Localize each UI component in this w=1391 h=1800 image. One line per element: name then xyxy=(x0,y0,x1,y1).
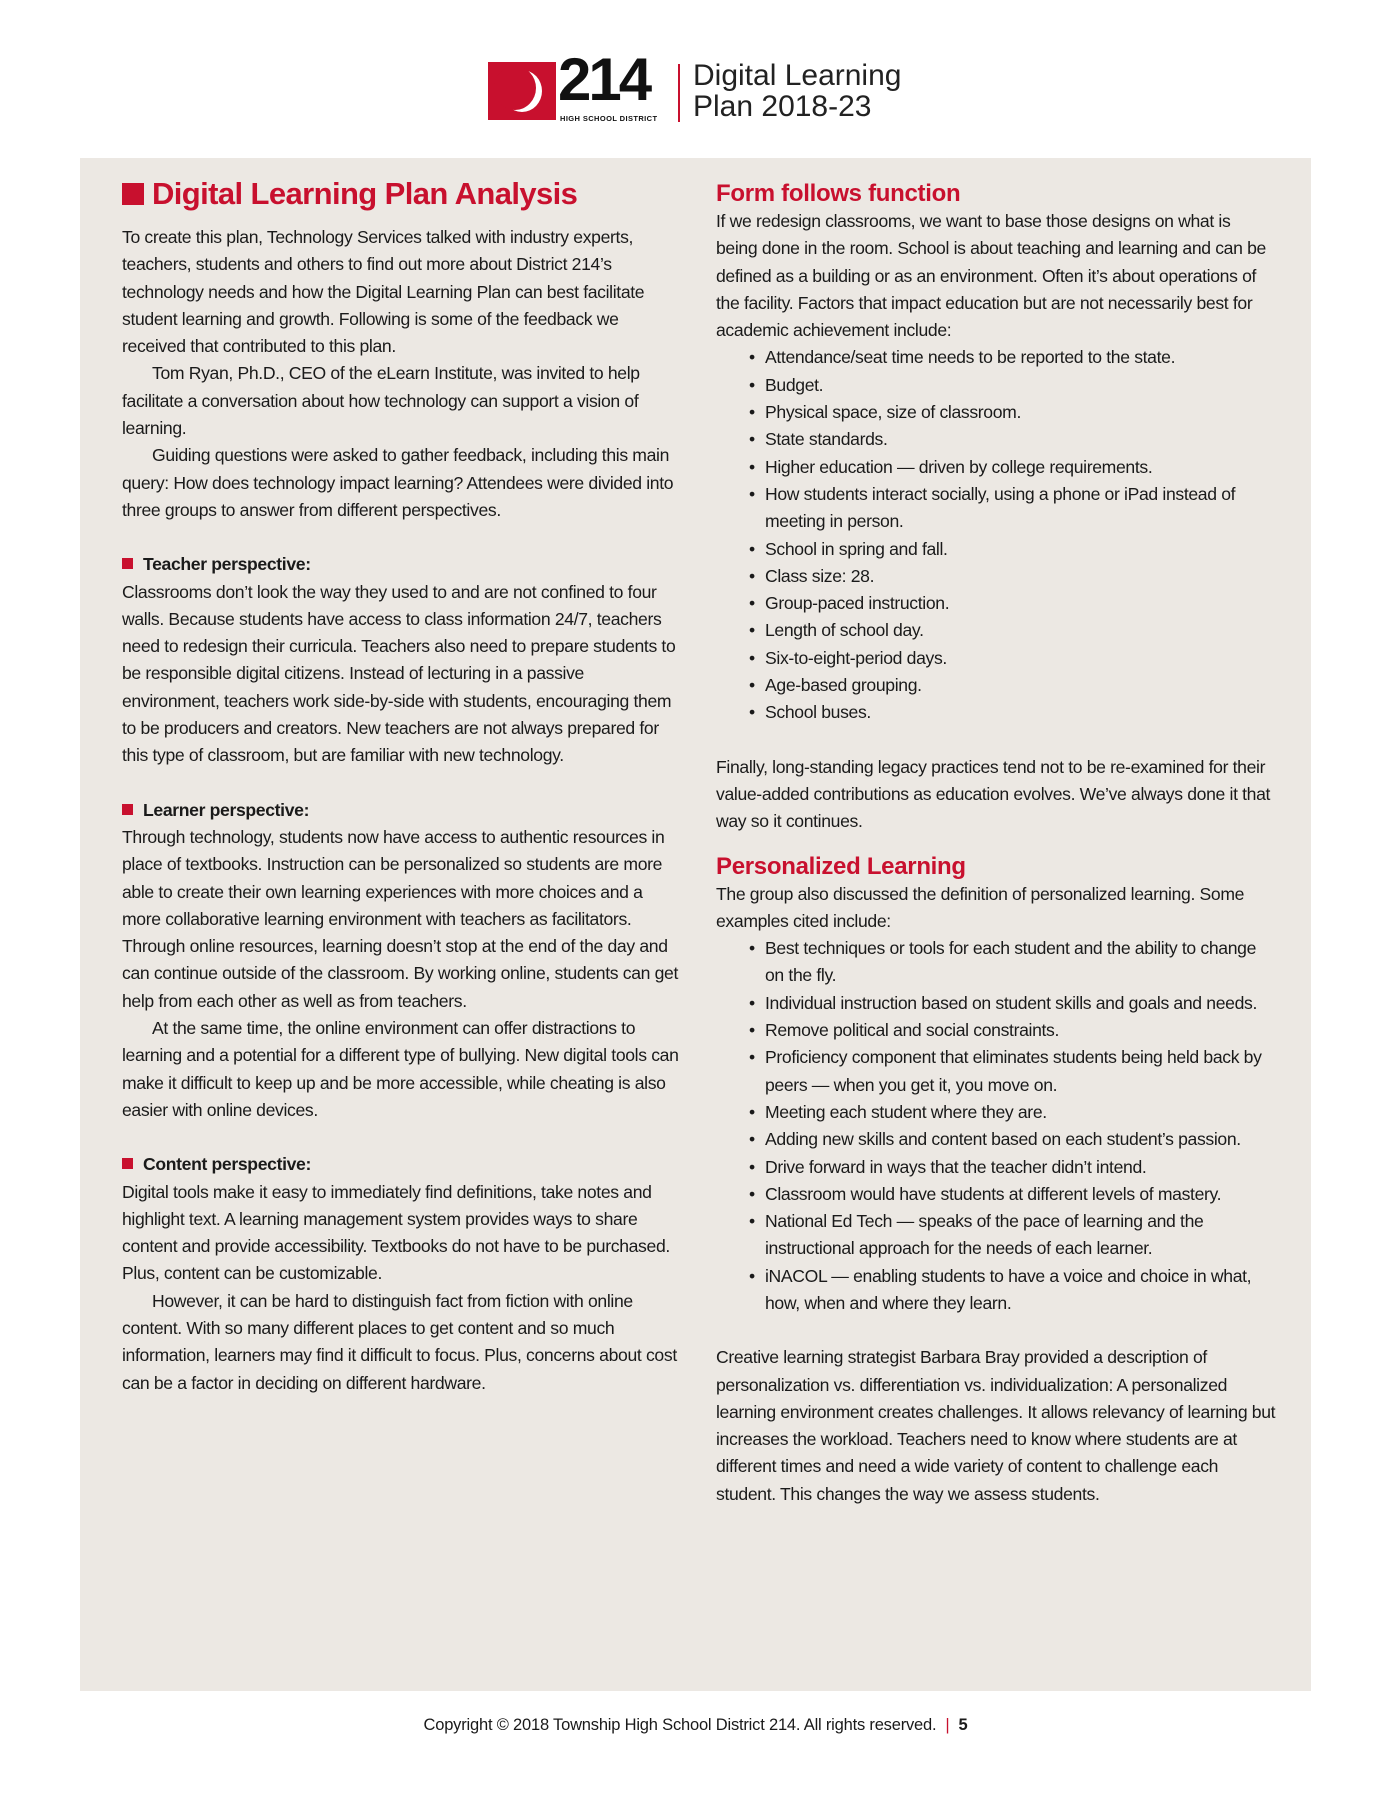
list-item: • Budget. xyxy=(749,372,1276,399)
list-item: • State standards. xyxy=(749,426,1276,453)
form-factors-list xyxy=(716,344,1276,726)
list-item: • Classroom would have students at different levels of mastery. xyxy=(749,1181,1276,1208)
district-logo xyxy=(488,46,658,128)
page-number: 5 xyxy=(958,1716,968,1734)
teacher-perspective-heading: Teacher perspective: xyxy=(122,551,682,578)
header-divider xyxy=(678,64,680,122)
list-item: • Length of school day. xyxy=(749,617,1276,644)
form-follows-function-heading: Form follows function xyxy=(716,180,961,207)
learner-perspective-heading: Learner perspective: xyxy=(122,797,682,824)
list-item: • School in spring and fall. xyxy=(749,536,1276,563)
right-column-text xyxy=(716,180,1276,1508)
content-panel xyxy=(80,158,1311,1691)
personalized-examples-list xyxy=(716,935,1276,1317)
list-item: • Age-based grouping. xyxy=(749,672,1276,699)
content-paragraph: Digital tools make it easy to immediately find definitions, take notes and highlight text. A learning management system provides ways to share content and provide accessibility. Textbooks do not have to be purchased. Plus, content can be customizable. xyxy=(122,1181,670,1284)
intro-paragraph: Guiding questions were asked to gather feedback, including this main query: How does technology impact learning? Attendees were divided into three groups to answer from different perspectives. xyxy=(122,445,674,520)
list-item: • Attendance/seat time needs to be reported to the state. xyxy=(749,344,1276,371)
page-title xyxy=(122,176,577,212)
personalized-learning-heading: Personalized Learning xyxy=(716,852,966,880)
bullet-square-icon xyxy=(122,558,133,569)
list-item: • Drive forward in ways that the teacher didn’t intend. xyxy=(749,1154,1276,1181)
title-square-icon xyxy=(122,183,144,205)
footer-separator: | xyxy=(945,1716,950,1734)
list-item: • Proficiency component that eliminates students being held back by peers — when you get it, you move on. xyxy=(749,1044,1276,1099)
list-item: • National Ed Tech — speaks of the pace of learning and the instructional approach for the needs of each learner. xyxy=(749,1208,1276,1263)
page-header xyxy=(0,0,1391,140)
learner-paragraph: Through technology, students now have access to authentic resources in place of textbooks. Instruction can be personalized so students are more able to create their own learning experiences with more choices and a more collaborative learning environment with teachers as facilitators. Through online resources, learning doesn’t stop at the end of the day and can continue outside of the classroom. By working online, students can get help from each other as well as from teachers. xyxy=(122,826,679,1011)
list-item: • Class size: 28. xyxy=(749,563,1276,590)
list-item: • Physical space, size of classroom. xyxy=(749,399,1276,426)
teacher-paragraph: Classrooms don’t look the way they used to and are not confined to four walls. Because students have access to class information 24/7, teachers need to redesign their curricula. Teachers also need to prepare students to be responsible digital citizens. Instead of lecturing in a passive environment, teachers work side-by-side with students, encouraging them to be producers and creators. New teachers are not always prepared for this type of classroom, but are familiar with new technology. xyxy=(122,581,676,766)
learner-paragraph: At the same time, the online environment can offer distractions to learning and a potential for a different type of bullying. New digital tools can make it difficult to keep up and be more accessible, while cheating is also easier with online devices. xyxy=(122,1018,679,1120)
copyright-text: Copyright © 2018 Township High School District 214. All rights reserved. xyxy=(423,1716,937,1734)
page-title-text: Digital Learning Plan Analysis xyxy=(152,176,578,211)
content-perspective-heading: Content perspective: xyxy=(122,1151,682,1178)
list-item: • Meeting each student where they are. xyxy=(749,1099,1276,1126)
list-item: • iNACOL — enabling students to have a voice and choice in what, how, when and where they learn. xyxy=(749,1263,1276,1318)
personalized-intro: The group also discussed the definition of personalized learning. Some examples cited include: xyxy=(716,883,1245,931)
document-title xyxy=(693,60,901,122)
list-item: • Adding new skills and content based on each student’s passion. xyxy=(749,1126,1276,1153)
list-item: • Individual instruction based on student skills and goals and needs. xyxy=(749,990,1276,1017)
personalized-closing: Creative learning strategist Barbara Bray provided a description of personalization vs. differentiation vs. individualization: A personalized learning environment creates challenges. It allows relevancy of learning but increases the workload. Teachers need to know where students are at different times and need a wide variety of content to challenge each student. This changes the way we assess students. xyxy=(716,1347,1276,1504)
logo-mark-icon xyxy=(488,62,556,120)
bullet-square-icon xyxy=(122,1158,133,1169)
form-intro: If we redesign classrooms, we want to base those designs on what is being done in the room. School is about teaching and learning and can be defined as a building or as an environment. Often it’s about operations of the facility. Factors that impact education but are not necessarily best for academic achievement include: xyxy=(716,211,1266,341)
logo-number: 214 xyxy=(558,46,650,113)
content-paragraph: However, it can be hard to distinguish fact from fiction with online content. With so many different places to get content and so much information, learners may find it difficult to focus. Plus, concerns about cost can be a factor in deciding on different hardware. xyxy=(122,1290,677,1393)
form-closing: Finally, long-standing legacy practices tend not to be re-examined for their value-added contributions as education evolves. We’ve always done it that way so it continues. xyxy=(716,756,1271,832)
list-item: • School buses. xyxy=(749,699,1276,726)
left-column-text xyxy=(122,224,682,1397)
intro-paragraph: Tom Ryan, Ph.D., CEO of the eLearn Institute, was invited to help facilitate a conversation about how technology can support a vision of learning. xyxy=(122,363,640,439)
logo-subtitle: HIGH SCHOOL DISTRICT xyxy=(560,114,658,123)
list-item: • Group-paced instruction. xyxy=(749,590,1276,617)
page-footer xyxy=(0,1716,1391,1735)
document-title-line1: Digital Learning xyxy=(693,59,902,92)
list-item: • How students interact socially, using a phone or iPad instead of meeting in person. xyxy=(749,481,1276,536)
document-title-line2: Plan 2018-23 xyxy=(693,90,872,123)
list-item: • Higher education — driven by college requirements. xyxy=(749,454,1276,481)
intro-paragraph: To create this plan, Technology Services talked with industry experts, teachers, students and others to find out more about District 214’s technology needs and how the Digital Learning Plan can best facilitate student learning and growth. Following is some of the feedback we received that contributed to this plan. xyxy=(122,227,645,357)
list-item: • Six-to-eight-period days. xyxy=(749,645,1276,672)
list-item: • Best techniques or tools for each student and the ability to change on the fly. xyxy=(749,935,1276,990)
list-item: • Remove political and social constraints. xyxy=(749,1017,1276,1044)
bullet-square-icon xyxy=(122,804,133,815)
